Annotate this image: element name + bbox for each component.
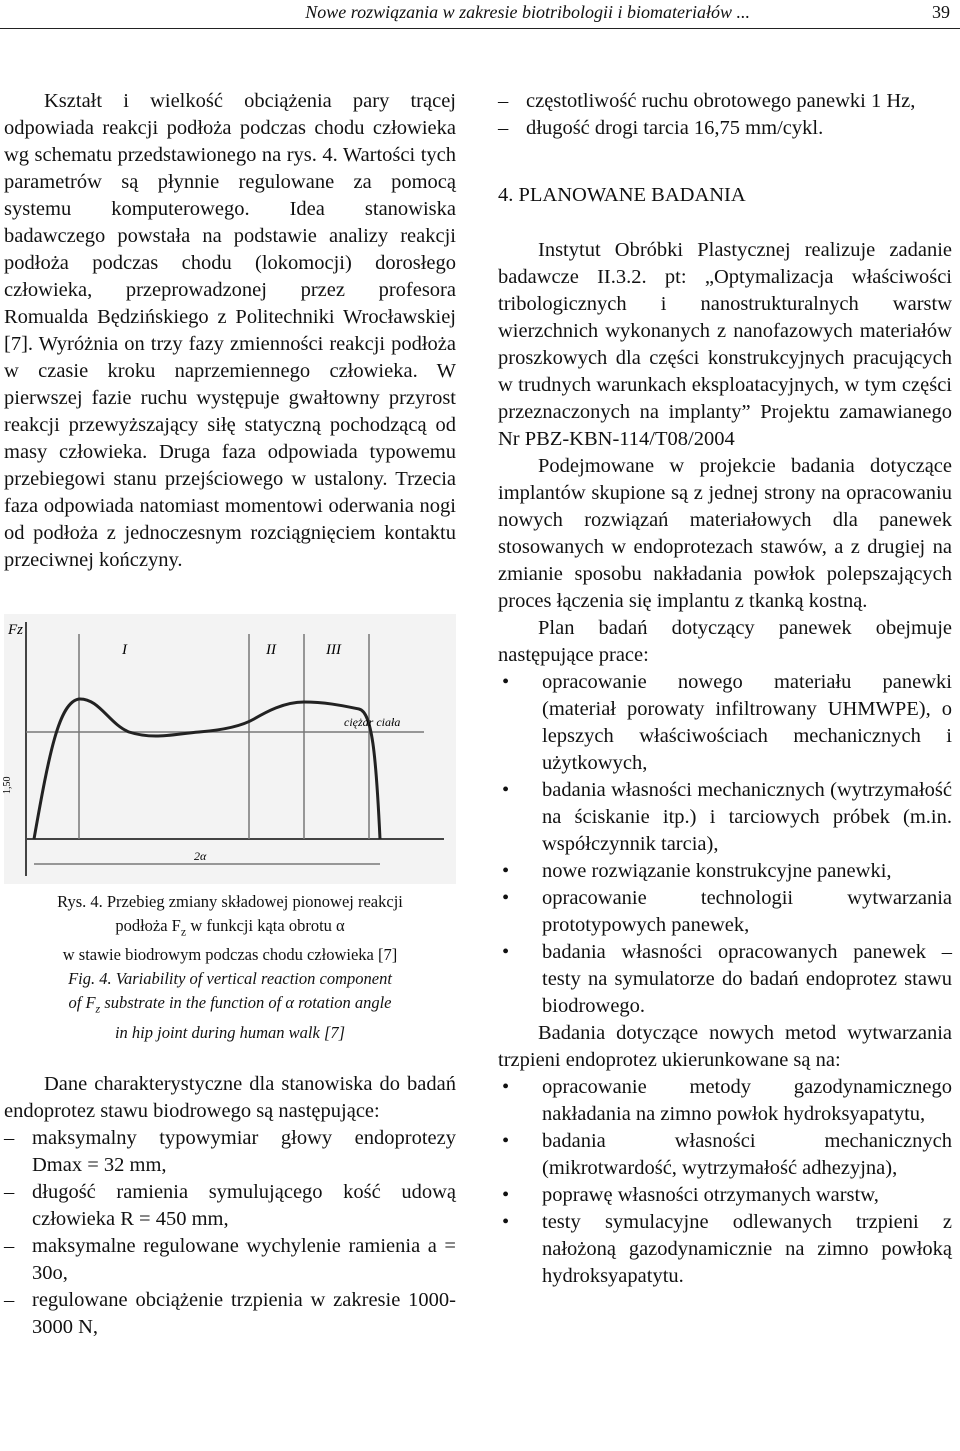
- list-item: – maksymalne regulowane wychylenie ramienia a = 30o,: [4, 1233, 456, 1287]
- caption-en-line-2: [4, 991, 456, 1020]
- list-item: • opracowanie metody gazodynamicznego nakładania na zimno powłok hydroksyapatytu,: [498, 1074, 952, 1128]
- y-tick-label: 1,50: [2, 776, 13, 794]
- list-item: • badania własności mechanicznych (mikrotwardość, wytrzymałość adhezyjna),: [498, 1128, 952, 1182]
- list-item: • opracowanie technologii wytwarzania prototypowych panewek,: [498, 885, 952, 939]
- caption-en-2a: of F: [68, 993, 96, 1013]
- body-weight-annotation: ciężar ciała: [344, 715, 401, 729]
- figure-4: [4, 614, 456, 884]
- caption-en-line-1: Fig. 4. Variability of vertical reaction component: [68, 969, 392, 989]
- list-item: – maksymalny typowymiar głowy endoprotezy Dmax = 32 mm,: [4, 1125, 456, 1179]
- right-column: [498, 88, 952, 1290]
- right-paragraph-3: Plan badań dotyczący panewek obejmuje następujące prace:: [498, 617, 952, 666]
- list-item: • testy symulacyjne odlewanych trzpieni z nałożoną gazodynamicznie na zimno powłoką hydroksyapatytu.: [498, 1209, 952, 1290]
- caption-en-2sub: z: [95, 1001, 101, 1016]
- phase-label-3: III: [326, 642, 341, 658]
- left-paragraph-2: Dane charakterystyczne dla stanowiska do badań endoprotez stawu biodrowego są następujące:: [4, 1072, 456, 1122]
- running-title: Nowe rozwiązania w zakresie biotribologii i biomateriałów ...: [305, 2, 750, 22]
- page-header: [0, 0, 960, 30]
- list-item: – długość ramienia symulującego kość udową człowieka R = 450 mm,: [4, 1179, 456, 1233]
- caption-pl-line-3: w stawie biodrowym podczas chodu człowieka [7]: [62, 945, 398, 965]
- list-item: – częstotliwość ruchu obrotowego panewki 1 Hz,: [498, 88, 952, 115]
- phase-label-2: II: [266, 642, 276, 658]
- x-axis-label: 2α: [194, 849, 207, 863]
- list-item: – regulowane obciążenie trzpienia w zakresie 1000-3000 N,: [4, 1287, 456, 1341]
- list-item: • badania własności mechanicznych (wytrzymałość na ściskanie itp.) i tarciowych próbek (m.in. współczynnik tarcia),: [498, 777, 952, 858]
- caption-pl-line-2: [4, 914, 456, 943]
- page-number: 39: [932, 2, 950, 22]
- y-axis-label: Fz: [8, 622, 23, 638]
- caption-pl-2sub: z: [180, 924, 187, 939]
- figure-background: [4, 614, 456, 884]
- right-paragraph-2: Podejmowane w projekcie badania dotyczące implantów skupione są z jednej strony na opracowaniu nowych rozwiązań materiałowych dla panewek stosowanych w endoprotezach stawów, a z drugiej na zmianie sposobu nakładania powłok polepszających proces łączenia się implantu z tkanką kostną.: [498, 455, 952, 612]
- caption-pl-line-1: Rys. 4. Przebieg zmiany składowej pionowej reakcji: [57, 892, 403, 911]
- list-item: • opracowanie nowego materiału panewki (materiał porowaty infiltrowany UHMWPE), o lepszych właściwościach mechanicznych i użytkowych,: [498, 669, 952, 777]
- header-rule: [0, 28, 960, 29]
- right-bullet-list-1: [498, 669, 952, 1020]
- left-paragraph-1: Kształt i wielkość obciążenia pary trącej odpowiada reakcji podłoża podczas chodu człowieka wg schematu przedstawionego na rys. 4. Wartości tych parametrów są płynnie regulowane za pomocą systemu komputerowego. Idea stanowiska badawczego powstała na podstawie analizy reakcji podłoża podczas chodu (lokomocji) dorosłego człowieka, przeprowadzonej przez profesora Romualda Będzińskiego z Politechniki Wrocławskiej [7]. Wyróżnia on trzy fazy zmienności reakcji podłoża w czasie kroku naprzemiennego człowieka. W pierwszej fazie ruchu występuje gwałtowny przyrost reakcji przewyższający siłę statyczną pochodzącą od masy człowieka. Druga faza odpowiada typowemu przebiegowi stanu przejściowego w ustalony. Trzecia faza odpowiada natomiast momentowi oderwania nogi od podłoża z jednoczesnym rozciągnięciem kontaktu przeciwnej kończyny.: [4, 90, 456, 571]
- right-paragraph-1: Instytut Obróbki Plastycznej realizuje zadanie badawcze II.3.2. pt: „Optymalizacja właściwości tribologicznych i nanostrukturalnych warstw wierzchnich wykonanych z nanofazowych materiałów proszkowych dla części konstrukcyjnych pracujących w trudnych warunkach eksploatacyjnych, w tym części przeznaczonych na implanty” Projektu zamawianego Nr PBZ-KBN-114/T08/2004: [498, 239, 952, 450]
- phase-label-1: I: [122, 642, 127, 658]
- list-item: • nowe rozwiązanie konstrukcyjne panewki,: [498, 858, 952, 885]
- left-dash-list: [4, 1125, 456, 1341]
- right-paragraph-4: Badania dotyczące nowych metod wytwarzania trzpieni endoprotez ukierunkowane są na:: [498, 1022, 952, 1071]
- left-column: [4, 88, 456, 1341]
- figure-caption: [4, 890, 456, 1045]
- caption-en-line-3: in hip joint during human walk [7]: [114, 1022, 346, 1042]
- reaction-curve-plot: [4, 614, 456, 884]
- right-dash-list: [498, 88, 952, 142]
- caption-en-2b: substrate in the function of α rotation angle: [100, 993, 392, 1013]
- right-bullet-list-2: [498, 1074, 952, 1290]
- caption-pl-2a: podłoża F: [115, 916, 181, 935]
- list-item: • poprawę własności otrzymanych warstw,: [498, 1182, 952, 1209]
- section-title: 4. PLANOWANE BADANIA: [498, 184, 746, 206]
- list-item: • badania własności opracowanych panewek – testy na symulatorze do badań endoprotez stawu biodrowego.: [498, 939, 952, 1020]
- list-item: – długość drogi tarcia 16,75 mm/cykl.: [498, 115, 952, 142]
- caption-pl-2b: w funkcji kąta obrotu α: [186, 916, 345, 935]
